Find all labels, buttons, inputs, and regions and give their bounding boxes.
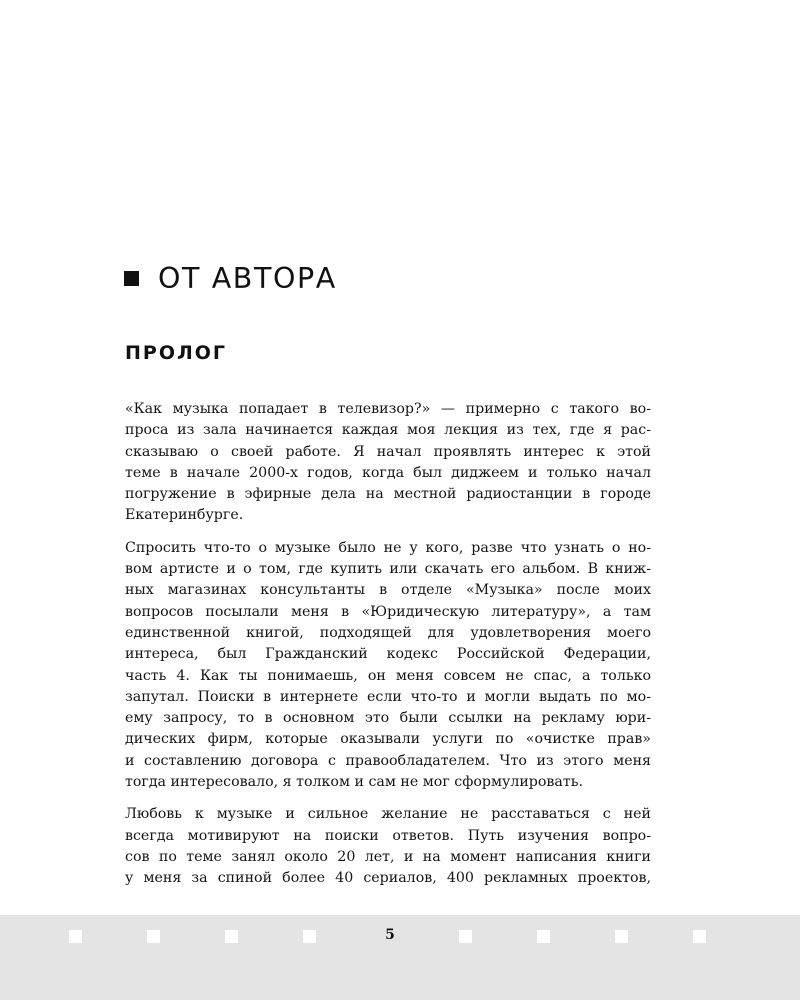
text-line: единственной книгой, подходящей для удовлетворения моего: [125, 624, 651, 641]
text-line: тогда интересовало, я толком и сам не мог сформулировать.: [125, 774, 583, 791]
footer-square-icon: [459, 930, 472, 943]
text-line: часть 4. Как ты понимаешь, он меня совсем не спас, а только: [125, 667, 651, 684]
text-line: и составлению договора с правообладателем. Что из этого меня: [125, 752, 651, 769]
footer-square-icon: [537, 930, 550, 943]
text-line: интереса, был Гражданский кодекс Российской Федерации,: [125, 646, 651, 663]
page-footer: [0, 915, 800, 1000]
chapter-square-icon: [124, 271, 139, 286]
text-line: теме в начале 2000-х годов, когда был диджеем и только начал: [125, 464, 651, 481]
text-line: погружение в эфирные дела на местной радиостанции в городе: [125, 486, 651, 503]
text-line: «Как музыка попадает в телевизор?» — примерно с такого во-: [125, 401, 651, 417]
text-line: ему запросу, то в основном это были ссылки на рекламу юри-: [125, 710, 651, 727]
text-line: сказываю о своей работе. Я начал проявлять интерес к этой: [125, 443, 651, 460]
footer-square-icon: [615, 930, 628, 943]
section-title: ПРОЛОГ: [125, 342, 228, 364]
footer-square-icon: [69, 930, 82, 943]
chapter-title: ОТ АВТОРА: [158, 262, 337, 295]
chapter-heading: [124, 262, 337, 295]
text-line: Спросить что-то о музыке было не у кого, разве что узнать о но-: [125, 539, 651, 556]
text-line: вопросов посылали меня в «Юридическую литературу», а там: [125, 603, 651, 620]
paragraph-3: [125, 804, 651, 889]
footer-square-icon: [693, 930, 706, 943]
paragraph-1: [125, 399, 651, 527]
text-line: всегда мотивируют на поиски ответов. Путь изучения вопро-: [125, 827, 651, 844]
footer-square-icon: [303, 930, 316, 943]
text-line: запутал. Поиски в интернете если что-то и могли выдать по мо-: [125, 688, 651, 705]
text-line: проса из зала начинается каждая моя лекция из тех, где я рас-: [125, 422, 651, 439]
body-text: [125, 399, 651, 901]
text-line: Любовь к музыке и сильное желание не расставаться с ней: [125, 806, 651, 823]
page-number: 5: [385, 927, 395, 943]
footer-square-icon: [147, 930, 160, 943]
text-line: сов по теме занял около 20 лет, и на момент написания книги: [125, 848, 651, 865]
text-line: у меня за спиной более 40 сериалов, 400 рекламных проектов,: [125, 870, 651, 887]
text-line: дических фирм, которые оказывали услуги по «очистке прав»: [125, 731, 651, 748]
text-line: Екатеринбурге.: [125, 507, 244, 524]
paragraph-2: [125, 538, 651, 794]
footer-square-icon: [225, 930, 238, 943]
text-line: ных магазинах консультанты в отделе «Музыка» после моих: [125, 582, 651, 599]
text-line: вом артисте и о том, где купить или скачать его альбом. В книж-: [125, 561, 651, 578]
